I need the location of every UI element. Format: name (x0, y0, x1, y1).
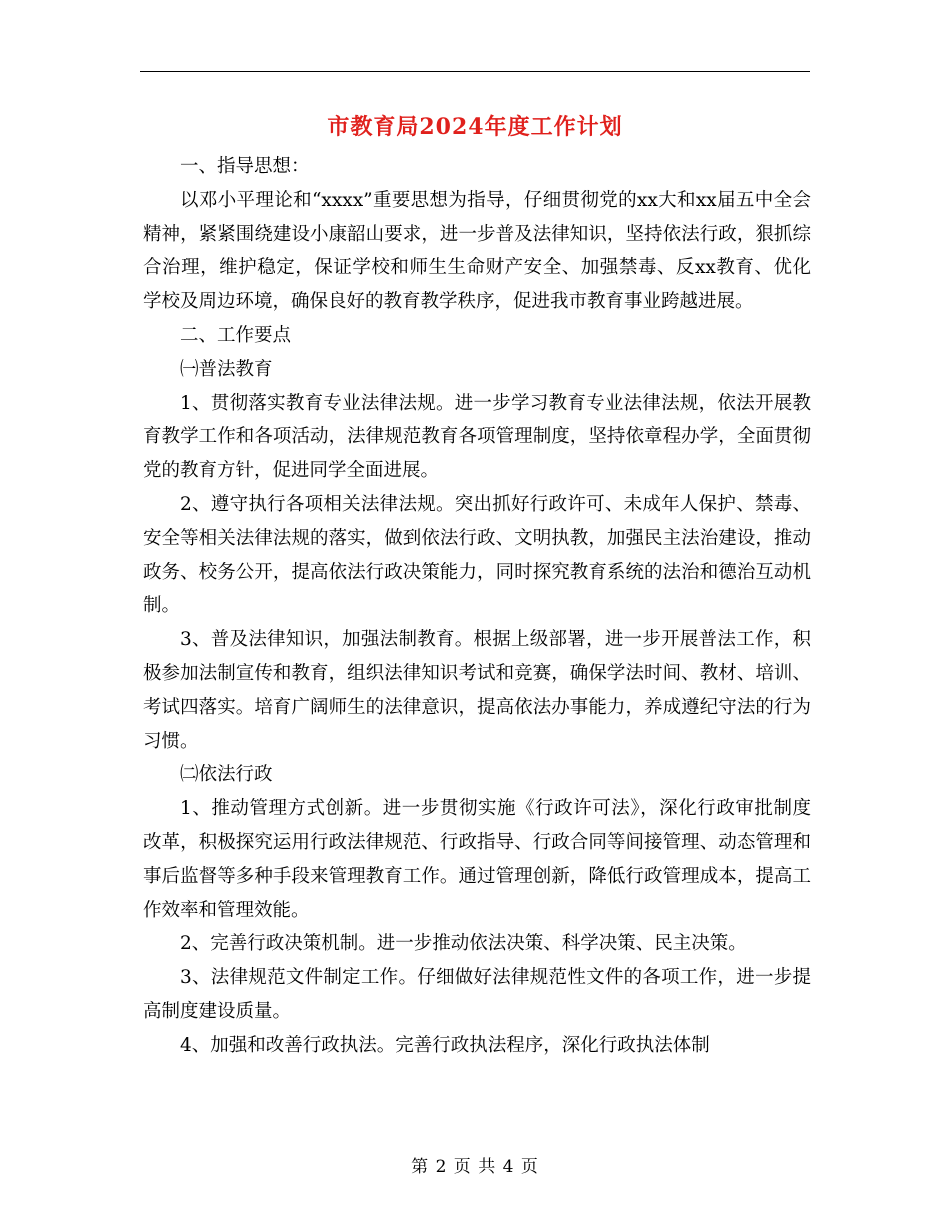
paragraph-guiding-ideology: 以邓小平理论和“xxxx”重要思想为指导，仔细贯彻党的xx大和xx届五中全会精神，紧紧围绕建设小康韶山要求，进一步普及法律知识，坚持依法行政，狠抓综合治理，维护稳定，保证学校和师生生命财产安全、加强禁毒、反xx教育、优化学校及周边环境，确保良好的教育教学秩序，促进我市教育事业跨越进展。 (143, 189, 811, 313)
paragraph-administration-1: 1、推动管理方式创新。进一步贯彻实施《行政许可法》，深化行政审批制度改革，积极探究运用行政法律规范、行政指导、行政合同等间接管理、动态管理和事后监督等多种手段来管理教育工作。通过管理创新，降低行政管理成本，提高工作效率和管理效能。 (143, 798, 811, 921)
subheading-administration: ㈡依法行政 (180, 764, 273, 786)
paragraph-administration-2: 2、完善行政决策机制。进一步推动依法决策、科学决策、民主决策。 (180, 933, 747, 955)
page-number-footer: 第 2 页 共 4 页 (411, 1157, 539, 1177)
paragraph-law-education-3: 3、普及法律知识，加强法制教育。根据上级部署，进一步开展普法工作，积极参加法制宣传和教育，组织法律知识考试和竞赛，确保学法时间、教材、培训、考试四落实。培育广阔师生的法律意识，提高依法办事能力，养成遵纪守法的行为习惯。 (143, 629, 811, 752)
document-body (143, 150, 811, 1063)
paragraph-administration-4: 4、加强和改善行政执法。完善行政执法程序，深化行政执法体制 (180, 1034, 710, 1056)
paragraph-law-education-1: 1、贯彻落实教育专业法律法规。进一步学习教育专业法律法规，依法开展教育教学工作和各项活动，法律规范教育各项管理制度，坚持依章程办学，全面贯彻党的教育方针，促进同学全面进展。 (143, 392, 811, 482)
document-title: 市教育局2024年度工作计划 (327, 114, 623, 140)
heading-guiding-ideology: 一、指导思想： (180, 156, 310, 177)
paragraph-administration-3: 3、法律规范文件制定工作。仔细做好法律规范性文件的各项工作，进一步提高制度建设质量。 (143, 967, 811, 1022)
header-rule (140, 71, 810, 72)
heading-work-points: 二、工作要点 (180, 324, 292, 346)
paragraph-law-education-2: 2、遵守执行各项相关法律法规。突出抓好行政许可、未成年人保护、禁毒、安全等相关法律法规的落实，做到依法行政、文明执教，加强民主法治建设，推动政务、校务公开，提高依法行政决策能力，同时探究教育系统的法治和德治互动机制。 (143, 493, 811, 617)
subheading-law-education: ㈠普法教育 (180, 358, 273, 380)
